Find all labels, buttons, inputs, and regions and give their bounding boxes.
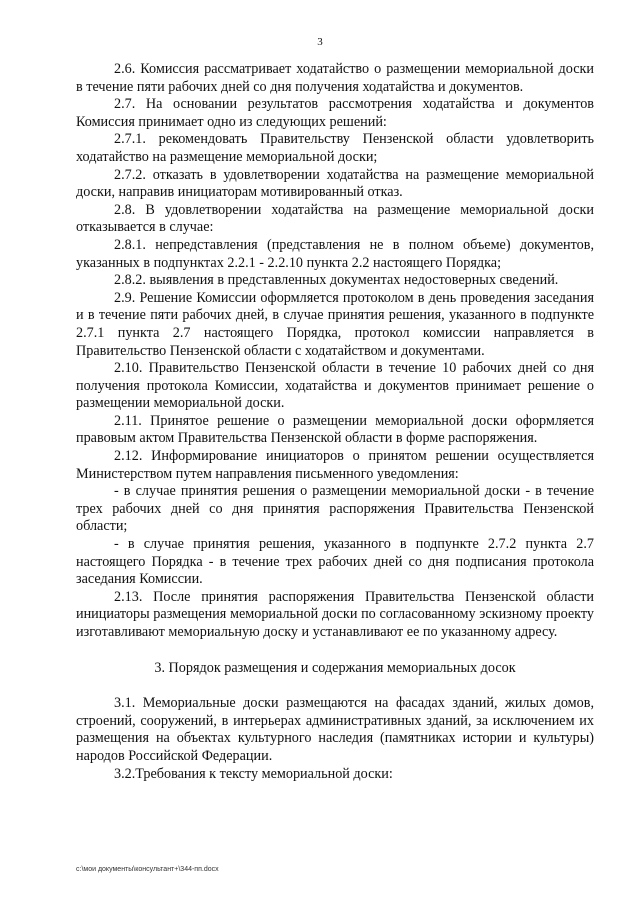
paragraph-2-9: 2.9. Решение Комиссии оформляется протоколом в день проведения заседания и в течение пяти рабочих дней, в случае принятия решения, указанного в подпункте 2.7.1 пункта 2.7 настоящего Порядка, протокол комиссии направляется в Правительство Пензенской области с ходатайством и документами.	[76, 289, 594, 359]
section-heading: 3. Порядок размещения и содержания мемориальных досок	[154, 659, 516, 676]
paragraph-3-1: 3.1. Мемориальные доски размещаются на фасадах зданий, жилых домов, строений, сооружений, в интерьерах административных зданий, за исключением их размещения на объектах культурного наследия (памятниках истории и культуры) народов Российской Федерации.	[76, 695, 594, 764]
paragraph-2-7-2: 2.7.2. отказать в удовлетворении ходатайства на размещение мемориальной доски, направив инициаторам мотивированный отказ.	[76, 166, 594, 201]
paragraph-2-12: 2.12. Информирование инициаторов о принятом решении осуществляется Министерством путем направления письменного уведомления:	[76, 448, 594, 482]
paragraph-2-8: 2.8. В удовлетворении ходатайства на размещение мемориальной доски отказывается в случае:	[76, 201, 594, 236]
paragraph-2-7: 2.7. На основании результатов рассмотрения ходатайства и документов Комиссия принимает одно из следующих решений:	[76, 96, 594, 130]
paragraph-3-2: 3.2.Требования к тексту мемориальной доски:	[114, 765, 393, 782]
paragraph-2-12-item-1: - в случае принятия решения о размещении мемориальной доски - в течение трех рабочих дней со дня принятия распоряжения Правительства Пензенской области;	[76, 483, 594, 535]
paragraph-2-13: 2.13. После принятия распоряжения Правительства Пензенской области инициаторы размещения мемориальной доски по согласованному эскизному проекту изготавливают мемориальную доску и устанавливают ее по указанному адресу.	[76, 588, 594, 640]
paragraph-2-11: 2.11. Принятое решение о размещении мемориальной доски оформляется правовым актом Правительства Пензенской области в форме распоряжения.	[76, 412, 594, 447]
document-body	[76, 61, 594, 783]
paragraph-2-10: 2.10. Правительство Пензенской области в течение 10 рабочих дней со дня получения протокола Комиссии, ходатайства и документов принимает решение о размещении мемориальной доски.	[76, 360, 594, 412]
paragraph-2-12-item-2: - в случае принятия решения, указанного в подпункте 2.7.2 пункта 2.7 настоящего Порядка - в течение трех рабочих дней со дня подписания протокола заседания Комиссии.	[76, 536, 594, 588]
footer-file-path: c:\мои документы\консультант+\344-пп.docx	[76, 866, 219, 873]
page-number: 3	[317, 36, 323, 48]
paragraph-2-6: 2.6. Комиссия рассматривает ходатайство о размещении мемориальной доски в течение пяти рабочих дней со дня получения ходатайства и документов.	[76, 61, 594, 95]
paragraph-2-7-1: 2.7.1. рекомендовать Правительству Пензенской области удовлетворить ходатайство на размещение мемориальной доски;	[76, 131, 594, 165]
paragraph-2-8-2: 2.8.2. выявления в представленных документах недостоверных сведений.	[114, 272, 559, 289]
paragraph-2-8-1: 2.8.1. непредставления (представления не в полном объеме) документов, указанных в подпунктах 2.2.1 - 2.2.10 пункта 2.2 настоящего Порядка;	[76, 236, 594, 271]
